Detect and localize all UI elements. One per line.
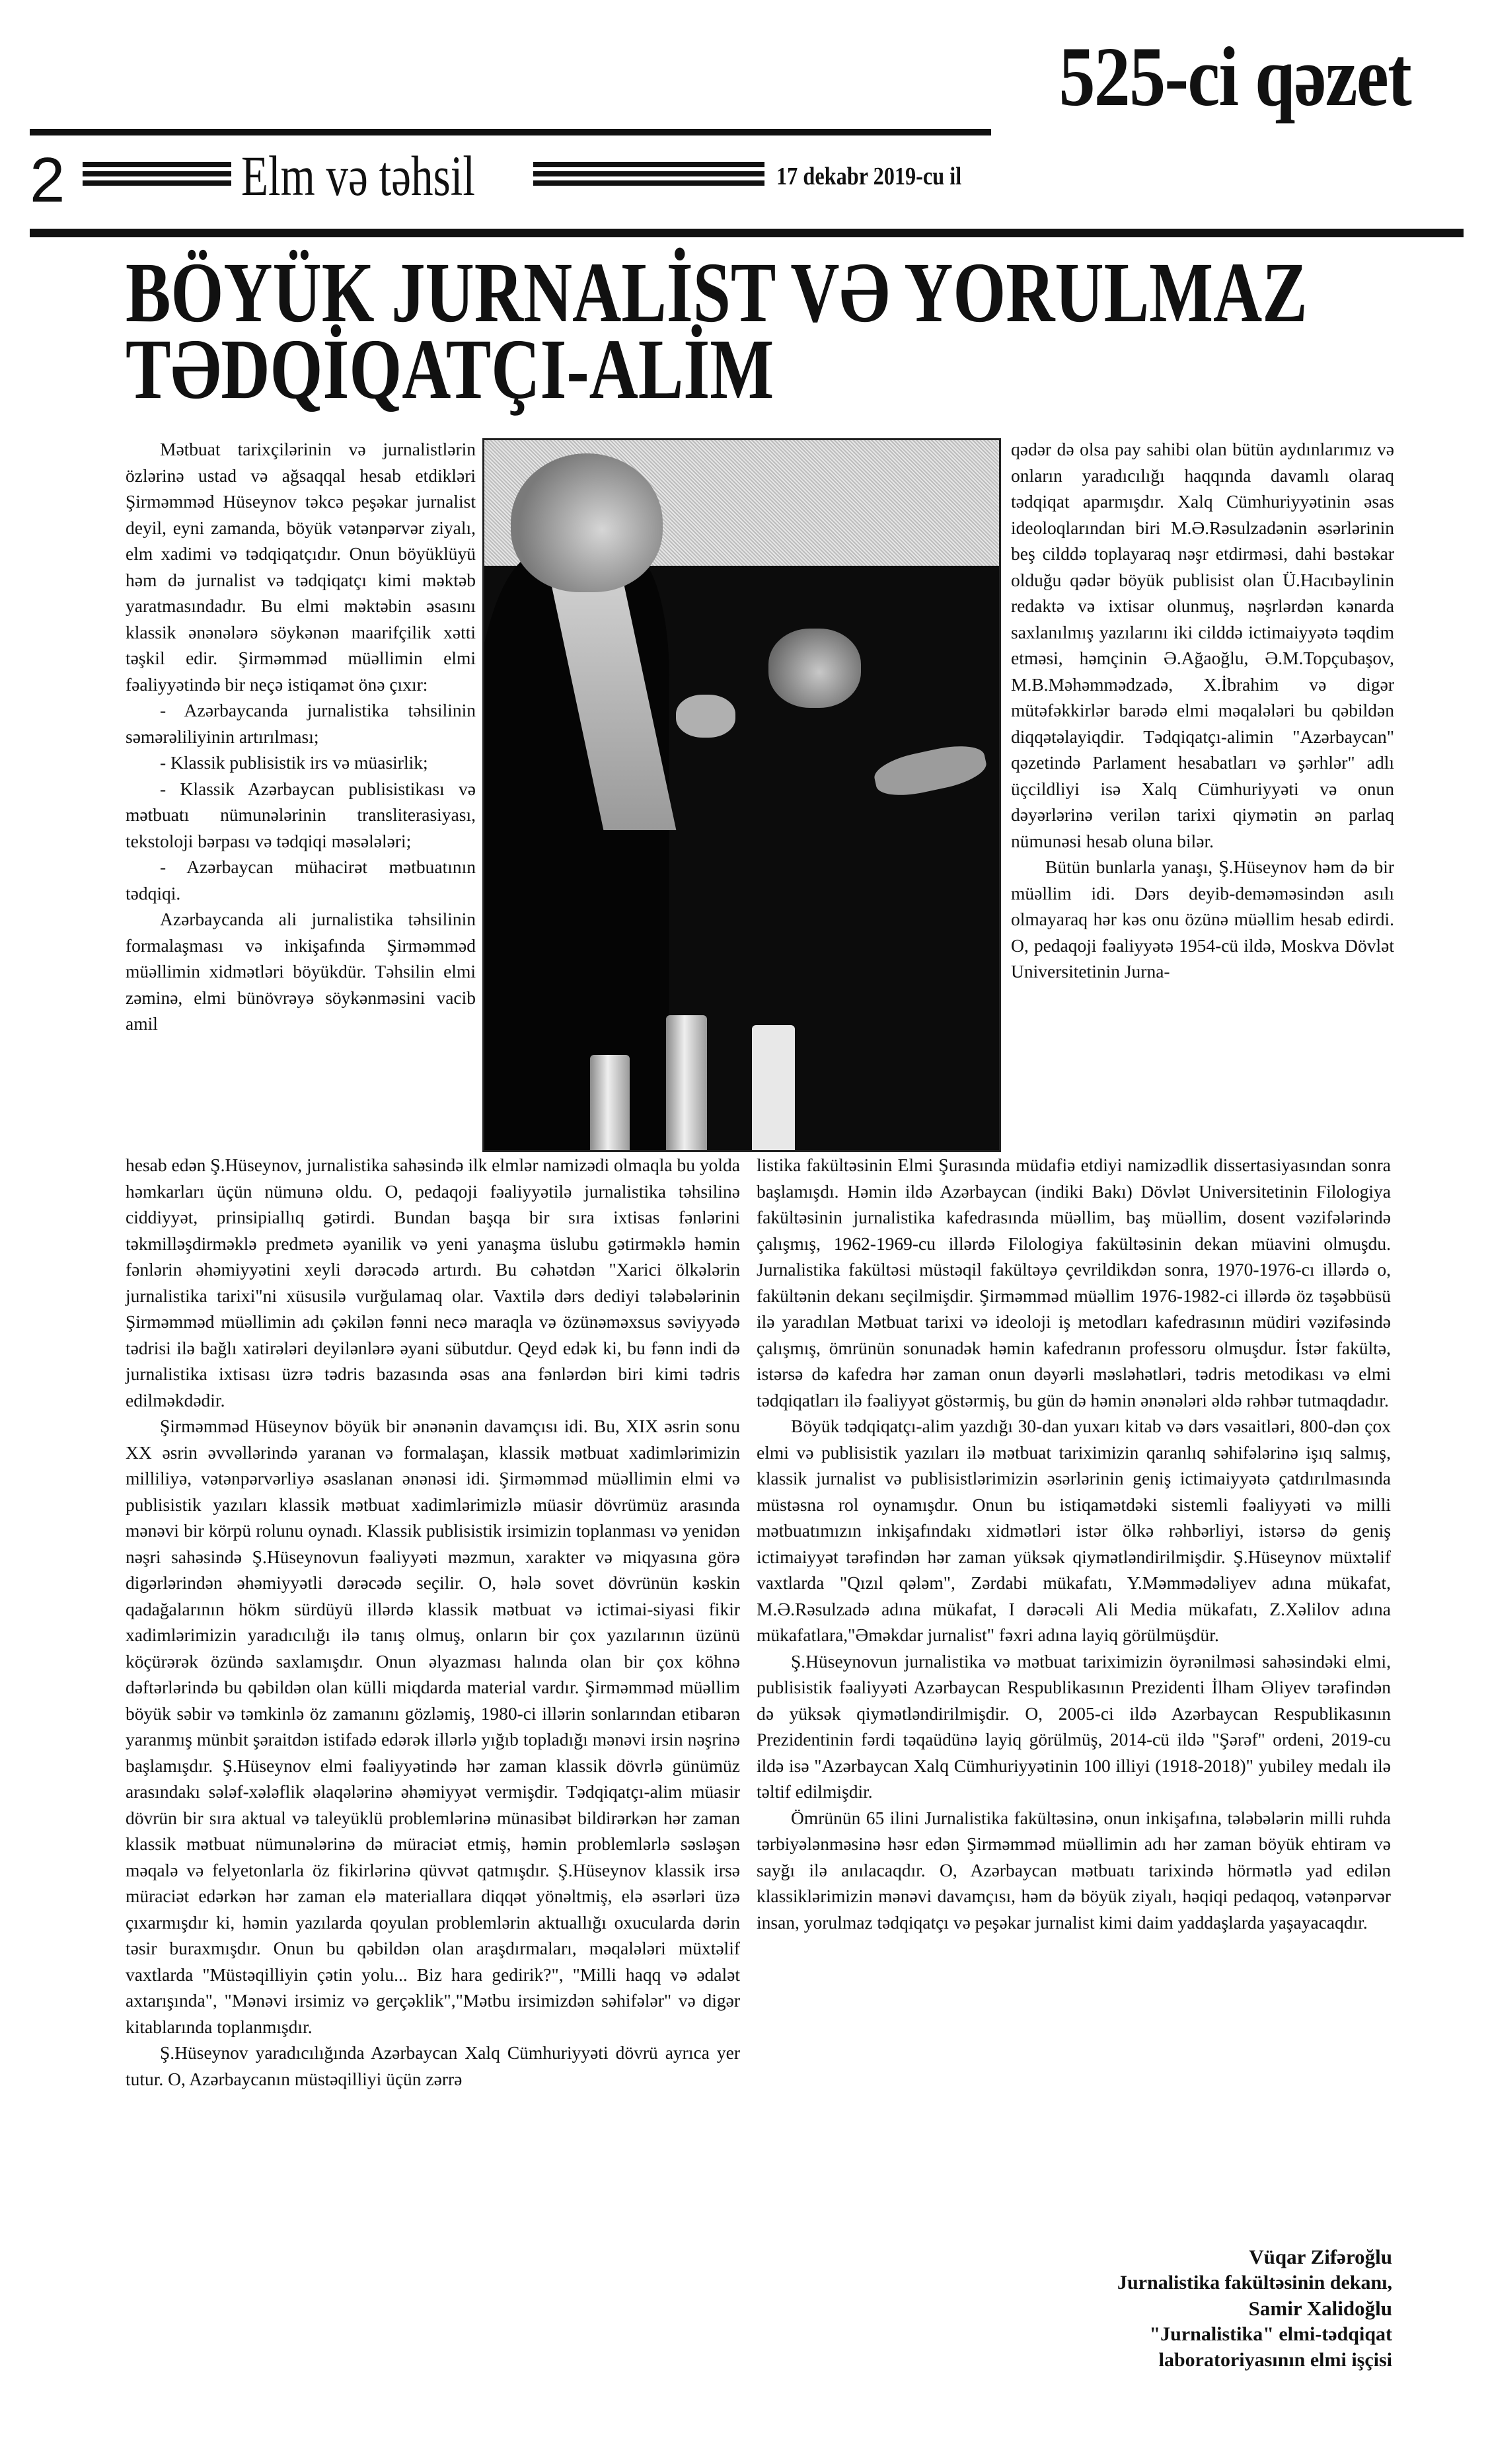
paragraph: hesab edən Ş.Hüseynov, jurnalistika sahəsində ilk elmlər namizədi olmaqla bu yolda həmkarları üçün nümunə oldu. O, pedaqoji fəaliyyətilə jurnalistika təhsilinə ciddiyyət, prinsipiallıq gətirdi. Bundan başqa bir sıra ixtisas fənlərini təkmilləşdirməklə predmetə əyanilik və yeni yanaşma üslubu gətirməklə həmin fənlərin əhəmiyyətini xeyli dərəcədə artırdı. Bu cəhətdən "Xarici ölkələrin jurnalistika tarixi"ni xüsusilə vurğulamaq olar. Vaxtilə dərs dediyi tələbələrinin Şirməmməd müəllimin adı çəkilən fənni necə maraqla və özünəməxsus səviyyədə tədrisi ilə bağlı xatirələri deyilənlərə əyani sübutdur. Qeyd edək ki, bu fənn indi də jurnalistika ixtisası üzrə tədris bazasında əsas ana fənlərdən biri kimi tədris edilməkdədir. [126,1155,740,1410]
paragraph: Mətbuat tarixçilərinin və jurnalistlərin özlərinə ustad və ağsaqqal hesab etdikləri Şirməmməd Hüseynov təkcə peşəkar jurnalist deyil, eyni zamanda, böyük vətənpərvər ziyalı, elm xadimi və tədqiqatçıdır. Onun böyüklüyü həm də jurnalist və tədqiqatçı kimi məktəb yaratmasındadır. Bu elmi məktəbin əsasını klassik ənənələrə söykənən maarifçilik xətti təşkil edir. Şirməmməd müəllimin elmi fəaliyyətində bir neçə istiqamət önə çıxır: [126,439,476,695]
list-item: - Klassik publisistik irs və müasirlik; [160,752,428,773]
article-column-right-bottom [757,1152,1391,1935]
article-column-left-top [126,436,476,1037]
page-header-bar [30,142,1464,221]
paragraph: Azərbaycanda ali jurnalistika təhsilinin formalaşması və inkişafında Şirməmməd müəllimin xidmətləri böyükdür. Təhsilin elmi zəminə, elmi bünövrəyə söykənməsini vacib amil [126,909,476,1034]
header-divider [30,229,1464,237]
section-title: Elm və təhsil [241,144,475,208]
article-photo [482,438,1001,1152]
list-item: - Klassik Azərbaycan publisistikası və mətbuatı nümunələrinin transliterasiyası, tekstoloji bərpası və tədqiqi məsələləri; [126,778,476,851]
paragraph: Ş.Hüseynov yaradıcılığında Azərbaycan Xalq Cümhuriyyəti dövrü ayrıca yer tutur. O, Azərbaycanın müstəqilliyi üçün zərrə [126,2042,740,2089]
paragraph: qədər də olsa pay sahibi olan bütün aydınlarımız və onların yaradıcılığı haqqında davamlı olaraq tədqiqat aparmışdır. Xalq Cümhuriyyətinin əsas ideoloqlarından biri M.Ə.Rəsulzadənin əsərlərinin beş cilddə toplayaraq nəşr etdirməsi, dahi bəstəkar olduğu qədər böyük publisist olan Ü.Hacıbəylinin redaktə və ixtisar olunmuş, nəşrlərdən kənarda saxlanılmış yazılarını iki cilddə ictimaiyyətə təqdim etməsi, həmçinin Ə.Ağaoğlu, Ə.M.Topçubaşov, M.B.Məhəmmədzadə, X.İbrahim və digər mütəfəkkirlər barədə elmi məqalələri bu qəbildən diqqətəlayiqdir. Tədqiqatçı-alimin "Azərbaycan" qəzetində Parlament hesabatları və şərhlər" adlı üçcildliyi isə Xalq Cümhuriyyəti və onun dəyərlərinə verilən tarixi qiymətin ən parlaq nümunəsi hesab oluna bilər. [1011,439,1394,851]
photo-person-seated-head [768,629,861,708]
paragraph: Böyük tədqiqatçı-alim yazdığı 30-dan yuxarı kitab və dərs vəsaitləri, 800-dən çox elmi və publisistik yazıları ilə mətbuat tariximizin qaranlıq səhifələrinə işıq salmış, klassik jurnalist və publisistlərimizin əsərlərinin geniş ictimaiyyətə çatdırılmasında müstəsna rol oynamışdır. Onun bu istiqamətdəki sistemli fəaliyyəti və milli mətbuatımızın inkişafındakı xidmətləri istər ölkə rəhbərliyi, istərsə də geniş ictimaiyyət tərəfindən hər zaman yüksək qiymətləndirilmişdir. Ş.Hüseynov müxtəlif vaxtlarda "Qızıl qələm", Zərdabi mükafatı, Y.Məmmədəliyev adına mükafat, M.Ə.Rəsulzadə adına mükafat, I dərəcəli Ali Media mükafatı, Z.Xəlilov adına mükafatlara,"Əməkdar jurnalist" fəxri adına layiq görülmüşdür. [757,1416,1391,1645]
author-title: laboratoriyasının elmi işçisi [1158,2349,1392,2371]
decorative-stripes-right [533,162,764,186]
list-item: - Azərbaycan mühacirət mətbuatının tədqiqi. [126,857,476,904]
paragraph: Ş.Hüseynovun jurnalistika və mətbuat tariximizin öyrənilməsi sahəsindəki elmi, publisistik fəaliyyəti Azərbaycan Respublikasının Prezidenti İlham Əliyev tərəfindən də yüksək qiymətləndirilmişdir. O, 2005-ci ildə Azərbaycan Respublikasının Prezidentinin fərdi təqaüdünə layiq görülmüş, 2014-cü ildə "Şərəf" ordeni, 2019-cu ildə isə "Azərbaycan Xalq Cümhuriyyətinin 100 illiyi (1918-2018)" yubiley medalı ilə təltif edilmişdir. [757,1650,1391,1802]
paragraph: Şirməmməd Hüseynov böyük bir ənənənin davamçısı idi. Bu, XIX əsrin sonu XX əsrin əvvəllərində yaranan və formalaşan, klassik mətbuat xadimlərimizin milliliyə, vətənpərvərliyə əsaslanan ənənəsi idi. Şirməmməd müəllimin elmi və publisistik yazıları klassik mətbuat xadimlərimizlə müasir dövrümüz arasında mənəvi bir körpü rolunu oynadı. Klassik publisistik irsimizin toplanması və yenidən nəşri sahəsində Ş.Hüseynovun fəaliyyəti məzmun, xarakter və miqyasına görə digərlərindən əhəmiyyətli dərəcədə seçilir. O, hələ sovet dövrünün kəskin qadağalarının hökm sürdüyü illərdə klassik mətbuat və ictimai-siyasi fikir xadimlərimizin yaradıcılığı ilə tanış olmuş, onların bir çox yazılarının üzünü köçürərək özündə saxlamışdır. Onun əlyazması halında olan bir çox köhnə dəftərlərində bu qəbildən olan külli miqdarda material vardır. Şirməmməd müəllim böyük səbir və təmkinlə öz zamanını gözləmiş, 1980-ci illərin sonlarından etibarən yaranmış münbit şəraitdən istifadə edərək illərlə yığıb topladığı mənəvi irsin nəşrinə başlamışdır. Ş.Hüseynov elmi fəaliyyətində hər zaman klassik dövrlə günümüz arasındakı sələf-xələflik əlaqələrinə əhəmiyyət vermişdir. Tədqiqatçı-alim müasir dövrün bir sıra aktual və taleyüklü problemlərinə münasibət bildirərkən hər zaman klassik mətbuat nümunələrinə də müraciət etmiş, həmin problemlərlə səsləşən məqalə və felyetonlarla öz fikirlərinə qüvvət qatmışdır. Ş.Hüseynov klassik irsə müraciət edərkən hər zaman elə materiallara diqqət yönəltmiş, elə əsərləri üzə çıxarmışdır ki, həmin yazılarda qoyulan problemlərin aktuallığı oxucularda dərin təsir buraxmışdır. Onun bu qəbildən olan araşdırmaları, məqalələri müxtəlif vaxtlarda "Müstəqilliyin çətin yolu... Biz hara gedirik?", "Milli haqq və ədalət axtarışında", "Mənəvi irsimiz və gerçəklik","Mətbu irsimizdən səhifələr" və digər kitablarında toplanmışdır. [126,1416,740,2037]
photo-hand [676,695,735,738]
photo-papers [872,740,990,802]
article-headline [126,245,1308,417]
list-item: - Azərbaycanda jurnalistika təhsilinin səmərəliliyinin artırılması; [126,700,476,747]
author-title: "Jurnalistika" elmi-tədqiqat [1149,2323,1392,2345]
newspaper-masthead: 525-ci qəzet [1059,30,1411,124]
photo-bottle [590,1055,630,1152]
author-name: Vüqar Zifəroğlu [1249,2245,1392,2268]
paragraph: listika fakültəsinin Elmi Şurasında müdafiə etdiyi namizədlik dissertasiyasından sonra başlamışdı. Həmin ildə Azərbaycan (indiki Bakı) Dövlət Universitetinin Filologiya fakültəsinin jurnalistika kafedrasında müəllim, baş müəllim, dosent vəzifələrində çalışmış, 1962-1969-cu illərdə Filologiya fakültəsinin dekan müavini olmuşdu. Jurnalistika fakültəsi müstəqil fakültəyə çevrildikdən sonra, 1970-1976-cı illərdə o, fakültənin dekanı seçilmişdir. Şirməmməd müəllim 1976-1982-ci illərdə öz təşəbbüsü ilə yaradılan Mətbuat tarixi və ideoloji iş metodları kafedrasının müdiri vəzifəsində çalışmış, ömrünün sonunadək həmin kafedranın professoru olmuşdur. İstər fakültə, istərsə də kafedra hər zaman onun dəyərli məsləhətləri, tədris metodikası və elmi tədqiqatları ilə fəaliyyət göstərmiş, bu gün də həmin ənənələri əldə rəhbər tutmaqdadır. [757,1155,1391,1410]
photo-glass [752,1025,795,1152]
photo-person-standing-head [511,453,663,592]
masthead-divider [30,129,991,135]
headline-line-2: TƏDQİQATÇI-ALİM [126,322,774,417]
page-number: 2 [30,145,65,215]
headline-line-1: BÖYÜK JURNALİST VƏ YORULMAZ [126,245,1308,340]
author-title: Jurnalistika fakültəsinin dekanı, [1117,2272,1392,2293]
article-column-left-bottom [126,1152,740,2092]
article-column-right-top [1011,436,1394,985]
decorative-stripes-left [83,162,231,186]
issue-date: 17 dekabr 2019-cu il [776,163,962,190]
photo-bottle [666,1015,707,1152]
paragraph: Bütün bunlarla yanaşı, Ş.Hüseynov həm də bir müəllim idi. Dərs deyib-deməməsindən asılı olmayaraq hər kəs onu özünə müəllim hesab edirdi. O, pedaqoji fəaliyyətə 1954-cü ildə, Moskva Dövlət Universitetinin Jurna- [1011,857,1394,982]
paragraph: Ömrünün 65 ilini Jurnalistika fakültəsinə, onun inkişafına, tələbələrin milli ruhda tərbiyələnməsinə həsr edən Şirməmməd müəllimin adı hər zaman böyük ehtiram və sayğı ilə anılacaqdır. O, Azərbaycan mətbuatı tarixində hörmətlə yad edilən klassiklərimizin mənəvi davamçısı, həm də böyük ziyalı, həqiqi pedaqoq, vətənpərvər insan, yorulmaz tədqiqatçı və peşəkar jurnalist kimi daim yaddaşlarda yaşayacaqdır. [757,1807,1391,1933]
article-byline [1117,2244,1392,2373]
author-name: Samir Xalidoğlu [1248,2297,1392,2320]
